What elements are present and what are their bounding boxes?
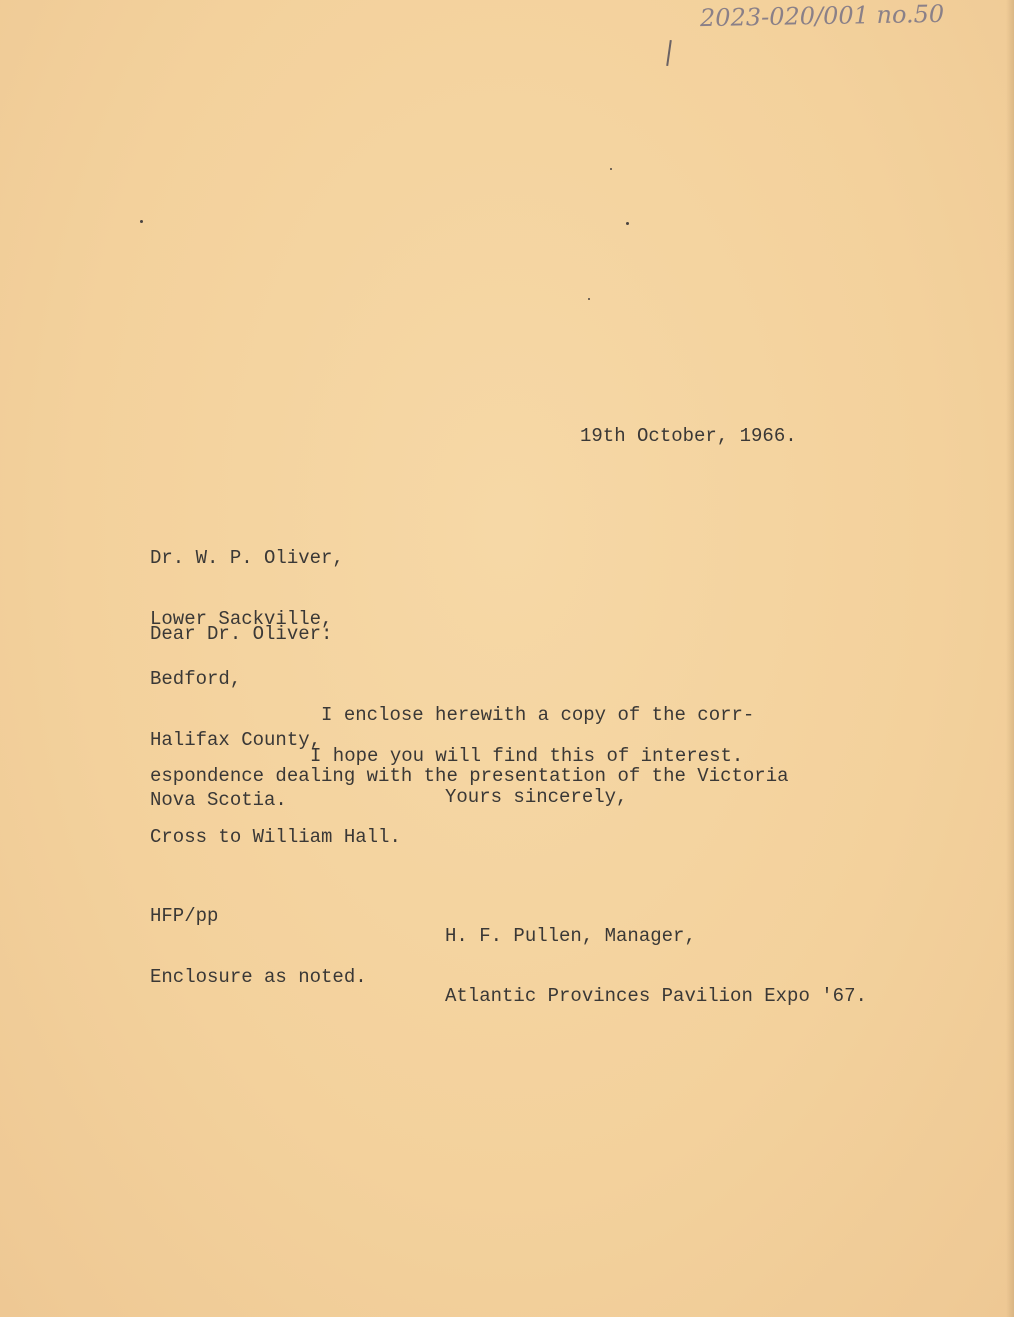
archive-reference-note: 2023-020/001 no.50 xyxy=(699,0,945,33)
paper-speck xyxy=(588,298,590,300)
paper-speck xyxy=(626,222,629,225)
salutation: Dear Dr. Oliver: xyxy=(150,623,333,645)
signature-line: H. F. Pullen, Manager, xyxy=(445,925,696,947)
closing: Yours sincerely, xyxy=(445,786,628,808)
address-line: Nova Scotia. xyxy=(150,789,287,811)
address-line: Lower Sackville, xyxy=(150,607,333,630)
body-line: espondence dealing with the presentation of the Victoria xyxy=(150,765,789,787)
typist-initials: HFP/pp xyxy=(150,905,219,927)
body-paragraph-1 xyxy=(150,665,789,888)
address-line: Bedford, xyxy=(150,668,242,690)
paper-edge-shadow xyxy=(1006,0,1014,1317)
paper-speck xyxy=(140,220,143,223)
body-line: Cross to William Hall. xyxy=(150,826,401,848)
signature-line: Atlantic Provinces Pavilion Expo '67. xyxy=(445,985,867,1007)
enclosure-note: Enclosure as noted. xyxy=(150,966,367,988)
address-line: Halifax County, xyxy=(150,728,322,751)
archive-tick-mark xyxy=(666,40,672,66)
body-line: I enclose herewith a copy of the corr- xyxy=(150,704,755,726)
address-line: Dr. W. P. Oliver, xyxy=(150,547,344,569)
paper-speck xyxy=(610,168,612,170)
letter-date: 19th October, 1966. xyxy=(580,425,797,447)
signature-block xyxy=(445,886,867,1046)
body-paragraph-2: I hope you will find this of interest. xyxy=(310,745,744,767)
